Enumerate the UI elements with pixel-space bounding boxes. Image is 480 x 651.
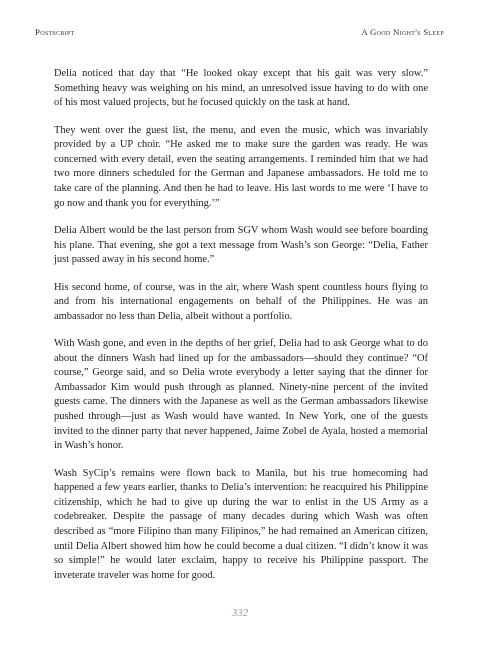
paragraph-1: Delia noticed that day that “He looked okay except that his gait was very slow.” Something heavy was weighing on his mind, an unresolved issue having to do with one of his most valued projects, but he focused quickly on the task at hand. xyxy=(54,68,428,109)
body-text xyxy=(54,67,428,596)
running-head-section: Postscript xyxy=(35,27,75,37)
running-head-chapter: A Good Night's Sleep xyxy=(361,27,444,37)
paragraph-3: Delia Albert would be the last person from SGV whom Wash would see before boarding his plane. That evening, she got a text message from Wash’s son George: “Delia, Father just passed away in his second home.” xyxy=(54,224,428,266)
paragraph-6: Wash SyCip’s remains were flown back to Manila, but his true homecoming had happened a few years earlier, thanks to Delia’s intervention: he reacquired his Philippine citizenship, which he had to give up during the war to enlist in the US Army as a codebreaker. Despite the passage of many decades during which Wash was often described as “more Filipino than many Filipinos,” he had remained an American citizen, until Delia Albert showed him how he could become a dual citizen. “I didn’t know it was so simple!” he would later exclaim, happy to receive his Philippine passport. The inveterate traveler was home for good. xyxy=(54,467,428,581)
paragraph-5: With Wash gone, and even in the depths of her grief, Delia had to ask George what to do about the dinners Wash had lined up for the ambassadors—should they continue? “Of course,” George said, and so Delia wrote everybody a letter saying that the dinner for Ambassador Kim would push through as planned. Ninety-nine percent of the invited guests came. The dinners with the Japanese as well as the German ambassadors likewise pushed through—just as Wash would have wanted. In New York, one of the guests invited to the dinner party that never happened, Jaime Zobel de Ayala, hosted a memorial in Wash’s honor. xyxy=(54,338,428,452)
paragraph-2: They went over the guest list, the menu, and even the music, which was invariably provided by a UP choir. “He asked me to make sure the garden was ready. He was concerned with every detail, even the seating arrangements. I reminded him that we had two more dinners scheduled for the German and Japanese ambassadors. He told me to take care of the planning. And then he had to leave. His last words to me were ‘I have to go now and thank you for everything.’” xyxy=(54,124,428,209)
paragraph-4: His second home, of course, was in the air, where Wash spent countless hours flying to and from his international engagements on behalf of the Philippines. He was an ambassador no less than Delia, albeit without a portfolio. xyxy=(54,281,428,322)
page-number: 332 xyxy=(231,607,249,619)
running-head xyxy=(35,27,444,37)
